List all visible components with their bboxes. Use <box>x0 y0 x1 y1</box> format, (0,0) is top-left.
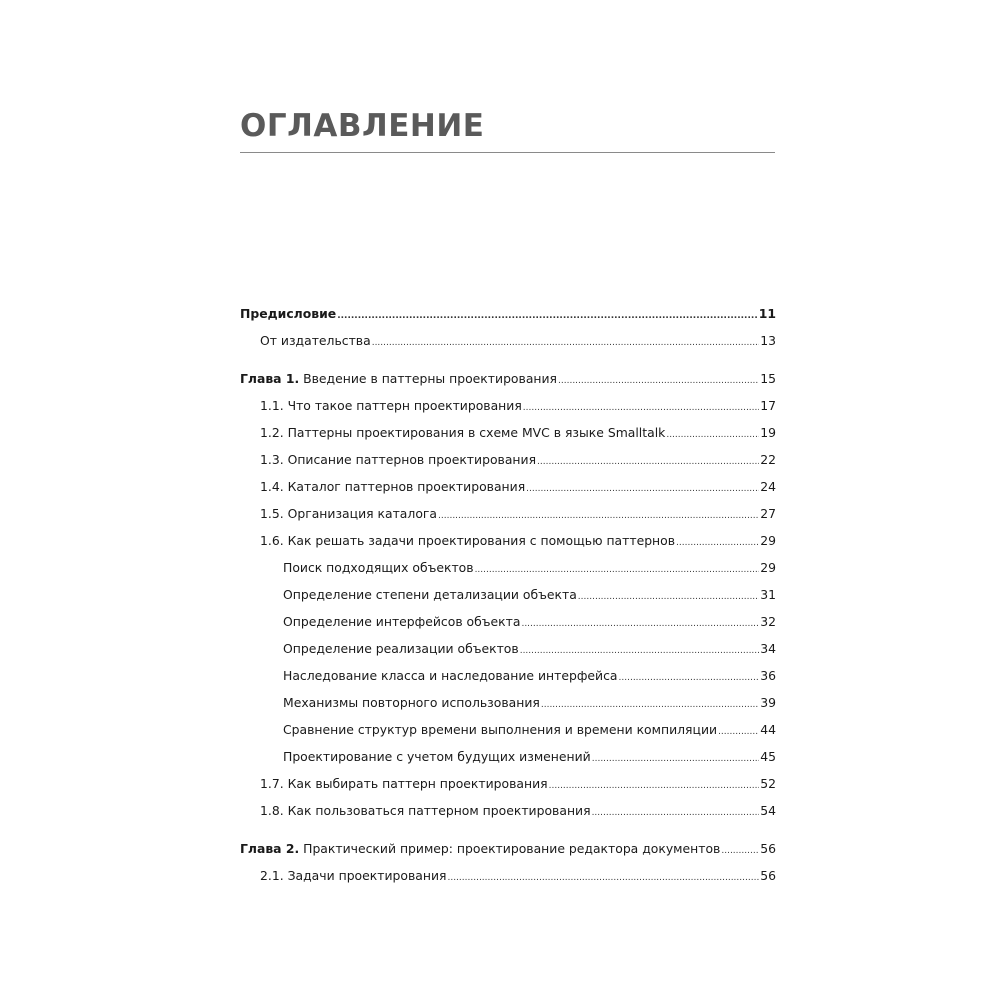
dot-leader <box>438 503 759 530</box>
toc-entry-text: 1.1. Что такое паттерн проектирования <box>260 398 522 413</box>
toc-entry <box>240 365 776 392</box>
toc-entry-title <box>283 608 520 635</box>
dot-leader <box>521 611 759 638</box>
toc-entry-text: 1.7. Как выбирать паттерн проектирования <box>260 776 548 791</box>
toc-page-number: 44 <box>760 722 776 737</box>
toc-entry <box>240 770 776 797</box>
chapter-number: Глава 2. <box>240 841 300 856</box>
toc-entry <box>240 554 776 581</box>
dot-leader <box>619 665 760 692</box>
toc-page-number: 32 <box>760 614 776 629</box>
dot-leader <box>558 368 759 395</box>
toc-entry-text: 2.1. Задачи проектирования <box>260 868 447 883</box>
dot-leader <box>592 800 760 827</box>
toc-entry <box>240 743 776 770</box>
toc-entry <box>240 689 776 716</box>
dot-leader <box>718 719 759 746</box>
toc-entry-title <box>260 797 591 824</box>
toc-entry-title <box>283 554 474 581</box>
toc-entry <box>240 635 776 662</box>
toc-entry <box>240 608 776 635</box>
toc-entry-title <box>260 500 437 527</box>
toc-entry <box>240 392 776 419</box>
toc-entry-title <box>260 770 548 797</box>
page-title: ОГЛАВЛЕНИЕ <box>240 108 485 144</box>
dot-leader <box>721 838 759 865</box>
toc-entry-text: 1.5. Организация каталога <box>260 506 438 521</box>
toc-entry <box>240 797 776 824</box>
toc-entry-title <box>260 862 446 889</box>
toc-page-number: 29 <box>760 560 776 575</box>
toc-entry <box>240 581 776 608</box>
dot-leader <box>372 330 760 357</box>
toc-page-number: 15 <box>760 371 776 386</box>
dot-leader <box>475 557 760 584</box>
toc-entry-text: Предисловие <box>240 306 337 321</box>
toc-page-number: 45 <box>760 749 776 764</box>
toc-entry-title <box>283 635 519 662</box>
toc-entry-text: 1.3. Описание паттернов проектирования <box>260 452 537 467</box>
toc-entry <box>240 716 776 743</box>
toc-entry-text: Практический пример: проектирование редактора документов <box>299 841 721 856</box>
toc-entry-text: 1.8. Как пользоваться паттерном проектирования <box>260 803 591 818</box>
toc-entry <box>240 835 776 862</box>
toc-entry-title <box>240 365 557 392</box>
toc-entry <box>240 473 776 500</box>
toc-entry <box>240 862 776 889</box>
dot-leader <box>523 395 759 422</box>
title-divider <box>240 152 775 153</box>
toc-page-number: 27 <box>760 506 776 521</box>
toc-page-number: 19 <box>760 425 776 440</box>
toc-entry <box>240 446 776 473</box>
toc-entry-title <box>260 392 522 419</box>
toc-entry-text: Поиск подходящих объектов <box>283 560 474 575</box>
dot-leader <box>337 303 758 330</box>
dot-leader <box>541 692 759 719</box>
toc-entry <box>240 500 776 527</box>
dot-leader <box>447 865 759 892</box>
toc-page-number: 36 <box>760 668 776 683</box>
toc-entry <box>240 527 776 554</box>
toc-entry-text: Определение реализации объектов <box>283 641 519 656</box>
toc-entry <box>240 419 776 446</box>
toc-entry <box>240 327 776 354</box>
toc-page-number: 31 <box>760 587 776 602</box>
dot-leader <box>666 422 759 449</box>
toc-entry-text: Введение в паттерны проектирования <box>299 371 558 386</box>
toc-page-number: 29 <box>760 533 776 548</box>
dot-leader <box>592 746 759 773</box>
toc-entry-title <box>240 300 336 327</box>
toc-page-number: 52 <box>760 776 776 791</box>
toc-entry-text: От издательства <box>260 333 371 348</box>
dot-leader <box>676 530 759 557</box>
toc-entry-text: Сравнение структур времени выполнения и времени компиляции <box>283 722 718 737</box>
toc-page-number: 11 <box>758 306 776 321</box>
toc-entry-title <box>260 527 675 554</box>
toc-page-number: 56 <box>760 841 776 856</box>
dot-leader <box>537 449 759 476</box>
toc-entry-title <box>283 689 540 716</box>
chapter-number: Глава 1. <box>240 371 300 386</box>
table-of-contents <box>240 300 776 889</box>
toc-entry-title <box>283 743 591 770</box>
toc-entry-text: Наследование класса и наследование интерфейса <box>283 668 618 683</box>
dot-leader <box>549 773 760 800</box>
toc-entry-title <box>283 662 618 689</box>
toc-entry-text: 1.4. Каталог паттернов проектирования <box>260 479 526 494</box>
toc-page-number: 39 <box>760 695 776 710</box>
toc-page-number: 22 <box>760 452 776 467</box>
dot-leader <box>578 584 759 611</box>
toc-page-number: 54 <box>760 803 776 818</box>
toc-page-number: 56 <box>760 868 776 883</box>
toc-entry-title <box>283 581 577 608</box>
toc-entry <box>240 300 776 327</box>
toc-page-number: 13 <box>760 333 776 348</box>
toc-entry-title <box>260 419 665 446</box>
toc-entry <box>240 662 776 689</box>
toc-entry-text: Определение интерфейсов объекта <box>283 614 521 629</box>
toc-entry-title <box>260 473 525 500</box>
toc-entry-text: 1.6. Как решать задачи проектирования с помощью паттернов <box>260 533 676 548</box>
toc-entry-title <box>260 327 371 354</box>
toc-entry-text: 1.2. Паттерны проектирования в схеме MVC в языке Smalltalk <box>260 425 666 440</box>
toc-page-number: 24 <box>760 479 776 494</box>
toc-page-number: 34 <box>760 641 776 656</box>
dot-leader <box>520 638 760 665</box>
toc-entry-text: Проектирование с учетом будущих изменений <box>283 749 591 764</box>
toc-entry-title <box>260 446 536 473</box>
toc-entry-title <box>283 716 717 743</box>
toc-entry-title <box>240 835 720 862</box>
toc-entry-text: Механизмы повторного использования <box>283 695 540 710</box>
toc-page-number: 17 <box>760 398 776 413</box>
toc-entry-text: Определение степени детализации объекта <box>283 587 577 602</box>
dot-leader <box>526 476 759 503</box>
